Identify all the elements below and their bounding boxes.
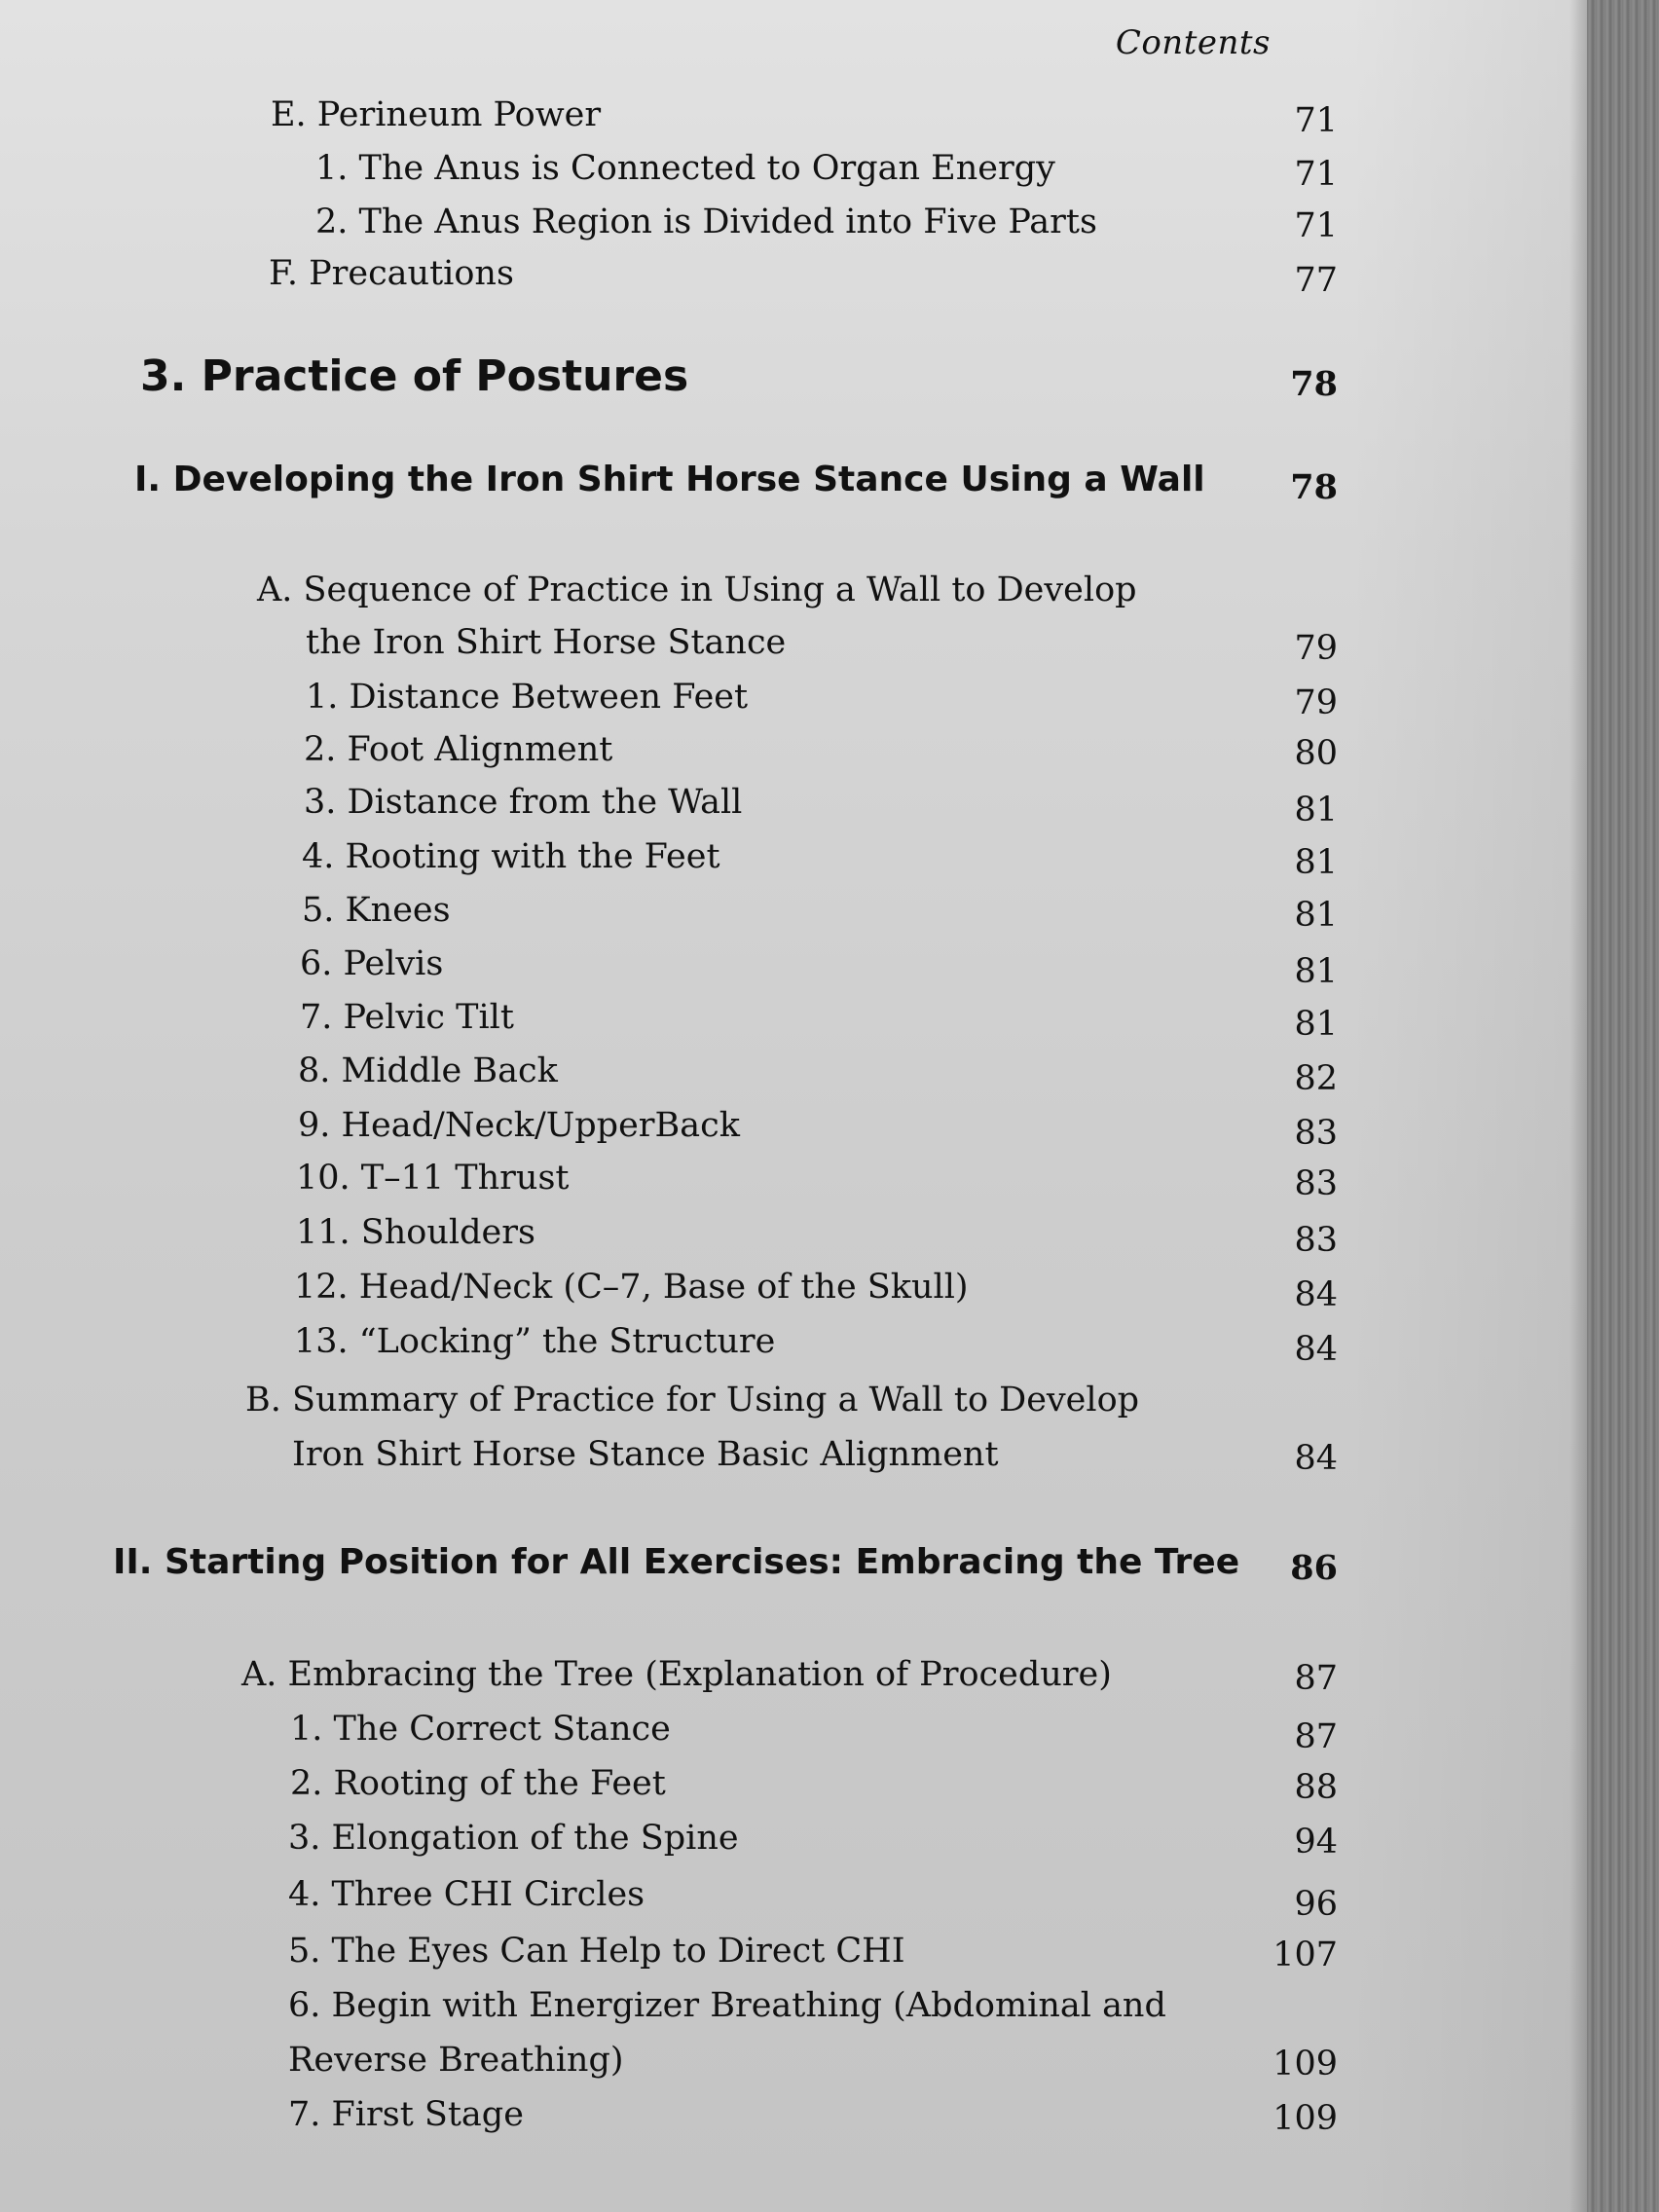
entry-label: 12. Head/Neck (C–7, Base of the Skull) — [294, 1268, 969, 1307]
page-number: 77 — [1294, 261, 1338, 300]
page-number: 81 — [1294, 952, 1338, 991]
entry-label: II. Starting Position for All Exercises: Embracing the Tree — [113, 1542, 1240, 1582]
page-number: 83 — [1294, 1114, 1338, 1153]
entry-label: 4. Three CHI Circles — [288, 1875, 645, 1914]
entry-label: 10. T–11 Thrust — [296, 1159, 570, 1198]
entry-label: 3. Practice of Postures — [140, 351, 689, 401]
entry-label: 7. First Stage — [288, 2095, 524, 2134]
page-number: 87 — [1294, 1717, 1338, 1756]
page-number: 87 — [1294, 1659, 1338, 1698]
entry-label: A. Embracing the Tree (Explanation of Procedure) — [241, 1655, 1112, 1694]
page-number: 109 — [1272, 2045, 1338, 2083]
entry-label: the Iron Shirt Horse Stance — [306, 623, 787, 662]
page-number: 81 — [1294, 843, 1338, 882]
page-number: 81 — [1294, 896, 1338, 935]
entry-label: 3. Elongation of the Spine — [288, 1819, 739, 1858]
page-number: 79 — [1294, 629, 1338, 668]
entry-label: 2. Foot Alignment — [304, 730, 613, 769]
page-number: 96 — [1294, 1885, 1338, 1924]
entry-label: A. Sequence of Practice in Using a Wall to Develop — [257, 571, 1137, 609]
page-number: 80 — [1294, 734, 1338, 773]
page-number: 71 — [1294, 155, 1338, 194]
page-number: 94 — [1294, 1823, 1338, 1862]
entry-label: 5. The Eyes Can Help to Direct CHI — [288, 1932, 905, 1971]
entry-label: Reverse Breathing) — [288, 2041, 624, 2080]
entry-label: Iron Shirt Horse Stance Basic Alignment — [292, 1435, 999, 1474]
book-page-edges — [1587, 0, 1659, 2212]
page-number: 84 — [1294, 1275, 1338, 1314]
page-number: 79 — [1294, 683, 1338, 722]
entry-label: 7. Pelvic Tilt — [300, 998, 514, 1037]
page-number: 84 — [1294, 1439, 1338, 1478]
page-number: 107 — [1272, 1936, 1338, 1974]
page-number: 71 — [1294, 206, 1338, 245]
entry-label: F. Precautions — [269, 254, 514, 293]
entry-label: 9. Head/Neck/UpperBack — [298, 1106, 740, 1145]
page-number: 83 — [1294, 1221, 1338, 1260]
entry-label: 1. Distance Between Feet — [306, 678, 749, 717]
page-number: 109 — [1272, 2099, 1338, 2138]
entry-label: 1. The Anus is Connected to Organ Energy — [315, 149, 1055, 188]
entry-label: B. Summary of Practice for Using a Wall to Develop — [245, 1381, 1140, 1419]
page-number: 78 — [1290, 467, 1338, 507]
entry-label: 2. Rooting of the Feet — [290, 1764, 666, 1803]
entry-label: 8. Middle Back — [298, 1051, 558, 1090]
page-number: 71 — [1294, 101, 1338, 140]
entry-label: 5. Knees — [302, 891, 451, 930]
page-number: 81 — [1294, 1005, 1338, 1044]
page-number: 88 — [1294, 1768, 1338, 1807]
entry-label: 11. Shoulders — [296, 1213, 535, 1252]
entry-label: 6. Pelvis — [300, 944, 444, 983]
page-number: 84 — [1294, 1330, 1338, 1369]
entry-label: 1. The Correct Stance — [290, 1710, 671, 1749]
page-number: 83 — [1294, 1164, 1338, 1203]
page-edge-shadow — [1569, 0, 1587, 2212]
entry-label: 2. The Anus Region is Divided into Five Parts — [315, 203, 1097, 241]
entry-label: 3. Distance from the Wall — [304, 783, 743, 822]
page-number: 81 — [1294, 791, 1338, 830]
entry-label: 13. “Locking” the Structure — [294, 1322, 776, 1361]
entry-label: 4. Rooting with the Feet — [302, 837, 720, 876]
entry-label: I. Developing the Iron Shirt Horse Stance Using a Wall — [134, 460, 1205, 499]
page-number: 82 — [1294, 1059, 1338, 1098]
entry-label: 6. Begin with Energizer Breathing (Abdominal and — [288, 1986, 1166, 2025]
page-number: 78 — [1290, 364, 1338, 404]
entry-label: E. Perineum Power — [271, 95, 602, 134]
running-head: Contents — [1115, 23, 1271, 62]
page-number: 86 — [1290, 1548, 1338, 1588]
